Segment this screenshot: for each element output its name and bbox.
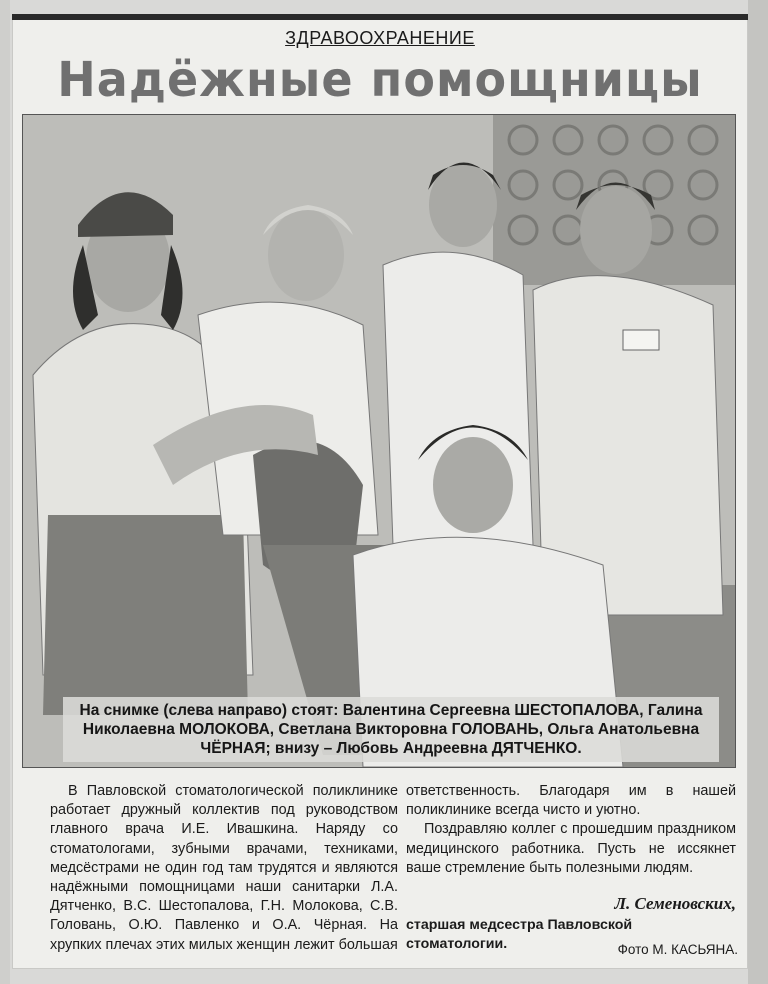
newspaper-page <box>12 14 748 969</box>
headline: Надёжные помощницы <box>57 50 703 108</box>
group-photo <box>22 114 736 768</box>
author-position: старшая медсестра Павловской стоматологии. <box>406 917 633 952</box>
photo-illustration <box>23 115 735 767</box>
article-column-1: В Павловской стоматологической поликлинике работает дружный коллектив под руководством главного врача И.Е. Ивашкина. Наряду со стоматологами, зубными врачами, техниками, медсёстрами не один год там трудятся и являются надёжными помощницами наши санитарки Л.А. Дятченко, В.С. Шестопалова, Г.Н. Молокова, С.В. Головань, О.Ю. Павленко и О.А. Чёрная. На хрупких плечах этих милых женщин лежит большая <box>50 783 398 953</box>
photo-caption: На снимке (слева направо) стоят: Валентина Сергеевна ШЕСТОПАЛОВА, Галина Николаевна МОЛОКОВА, Светлана Викторовна ГОЛОВАНЬ, Ольга Анатольевна ЧЁРНАЯ; внизу – Любовь Андреевна ДЯТЧЕНКО. <box>63 697 719 762</box>
article-body <box>38 782 738 962</box>
right-page-edge <box>748 0 768 984</box>
section-label: ЗДРАВООХРАНЕНИЕ <box>285 28 475 48</box>
article-paragraph: Поздравляю коллег с прошедшим праздником медицинского работника. Пусть не иссякнет ваше стремление быть полезными людям. <box>406 821 736 876</box>
article-column-2 <box>406 782 736 878</box>
author-signature: Л. Семеновских, <box>614 894 736 913</box>
photo-credit: Фото М. КАСЬЯНА. <box>617 942 738 957</box>
left-margin-strip <box>0 0 10 984</box>
top-rule <box>12 14 748 20</box>
article-paragraph: ответственность. Благодаря им в нашей поликлинике всегда чисто и уютно. <box>406 783 736 819</box>
